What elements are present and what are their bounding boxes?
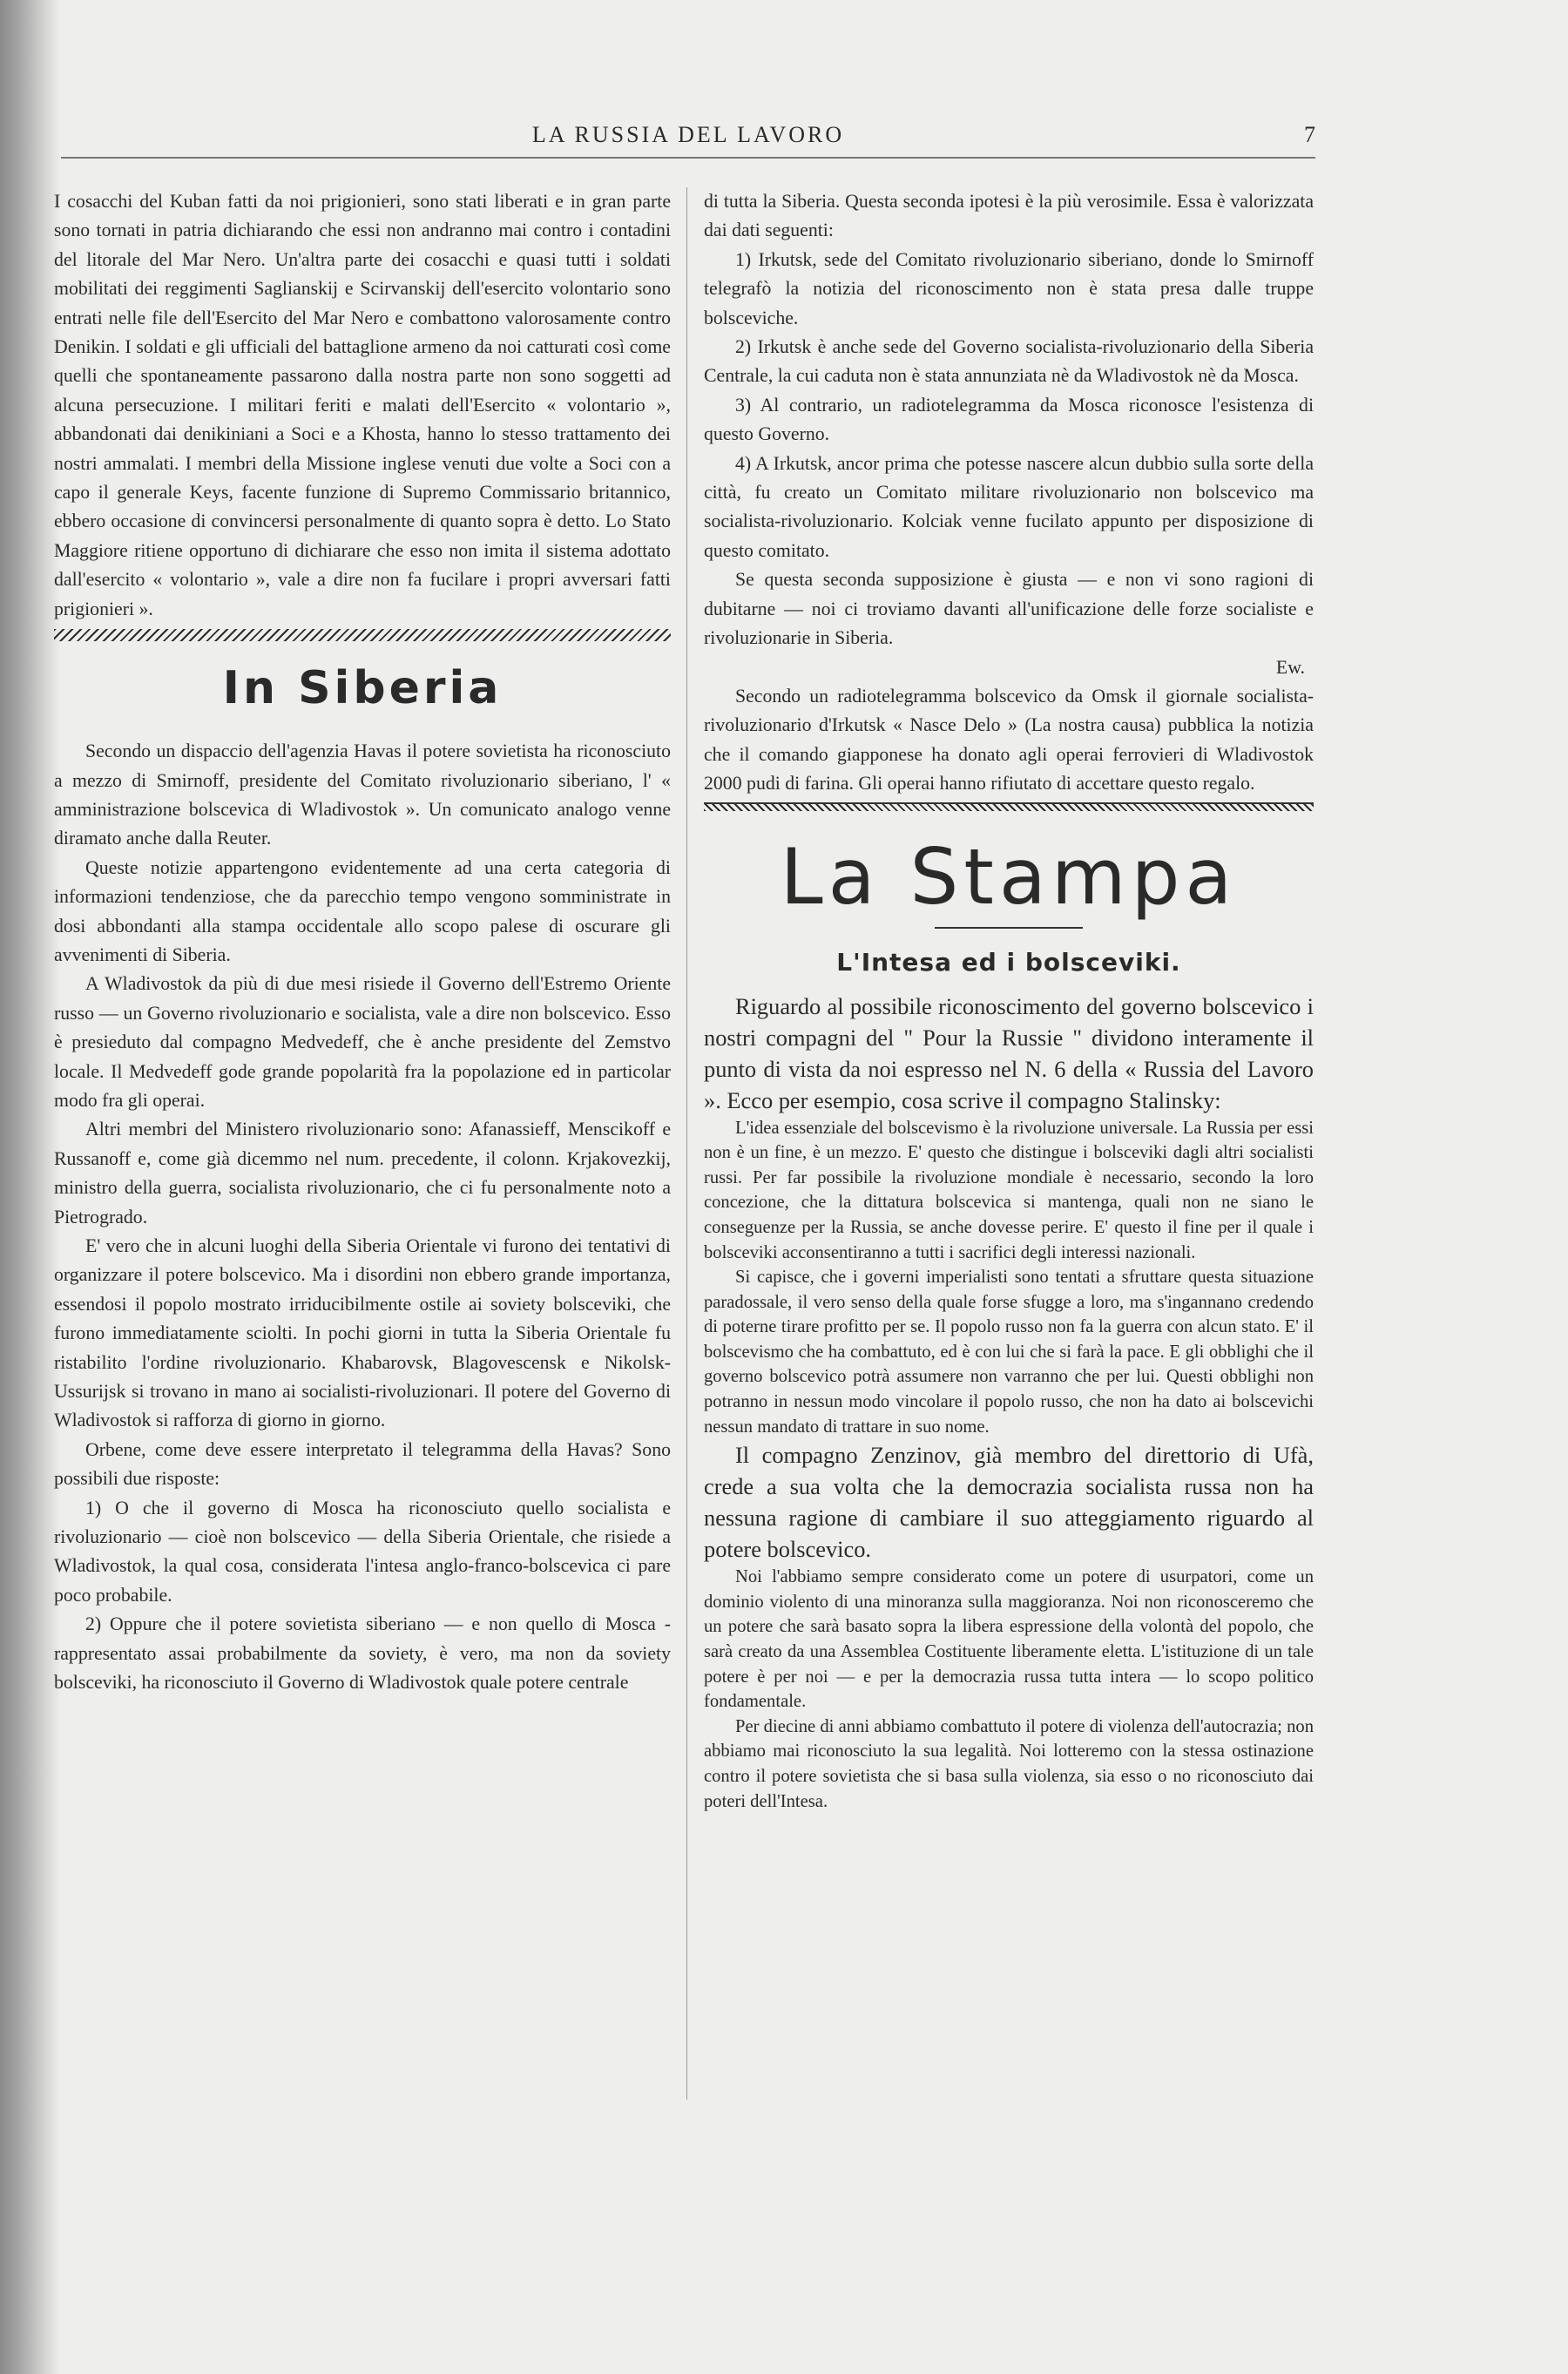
list-item: 1) Irkutsk, sede del Comitato rivoluzionario siberiano, donde lo Smirnoff telegrafò la notizia del riconoscimento non è stata presa dalle truppe bolsceviche. bbox=[704, 248, 1314, 328]
subsection-title: L'Intesa ed i bolsceviki. bbox=[836, 947, 1181, 977]
article-paragraph: Riguardo al possibile riconoscimento del governo bolscevico i nostri compagni del " Pour la Russie " dividono interamente il punto di vista da noi espresso nel N. 6 della « Russia del Lavoro ». Ecco per esempio, cosa scrive il compagno Stalinsky: bbox=[704, 992, 1314, 1113]
quoted-paragraph: L'idea essenziale del bolscevismo è la rivoluzione universale. La Russia per essi non è un fine, è un mezzo. E' questo che distingue i bolsceviki dagli altri socialisti russi. Per far possibile la rivoluzione mondiale è necessario, secondo la loro concezione, che la dittatura bolscevica si mantenga, quali non ne siano le conseguenze per la Russia, se anche dovesse perire. E' questo il fine per il quale i bolsceviki acconsentiranno a tutti i sacrifici degli interessi nazionali. bbox=[704, 1118, 1314, 1262]
section-title-la-stampa: La Stampa bbox=[780, 831, 1238, 922]
header-rule bbox=[61, 157, 1315, 159]
article-paragraph: Il compagno Zenzinov, già membro del direttorio di Ufà, crede a sua volta che la democrazia socialista russa non ha nessuna ragione di cambiare il suo atteggiamento riguardo al potere bolscevico. bbox=[704, 1442, 1314, 1563]
wavy-separator bbox=[704, 802, 1314, 811]
list-item: 3) Al contrario, un radiotelegramma da Mosca riconosce l'esistenza di questo Governo. bbox=[704, 394, 1314, 445]
right-column bbox=[704, 187, 1314, 1814]
article-paragraph: 1) O che il governo di Mosca ha riconosciuto quello socialista e rivoluzionario — cioè non bolscevico — della Siberia Orientale, che risiede a Wladivostok, la qual cosa, considerata l'intesa anglo-franco-bolscevica ci pare poco probabile. bbox=[54, 1497, 671, 1606]
journal-title: LA RUSSIA DEL LAVORO bbox=[531, 122, 845, 147]
binding-shadow bbox=[0, 0, 61, 2374]
article-paragraph: A Wladivostok da più di due mesi risiede il Governo dell'Estremo Oriente russo — un Governo rivoluzionario e socialista, vale a dire non bolscevico. Esso è presieduto dal compagno Medvedeff, che è anche presidente del Zemstvo locale. Il Medvedeff gode grande popolarità fra la popolazione ed in particolar modo fra gli operai. bbox=[54, 973, 671, 1111]
list-item: 4) A Irkutsk, ancor prima che potesse nascere alcun dubbio sulla sorte della città, fu creato un Comitato militare rivoluzionario non bolscevico ma socialista-rivoluzionario. Kolciak venne fucilato appunto per disposizione di questo comitato. bbox=[704, 452, 1314, 561]
article-paragraph: di tutta la Siberia. Questa seconda ipotesi è la più verosimile. Essa è valorizzata dai dati seguenti: bbox=[704, 191, 1314, 241]
article-paragraph: E' vero che in alcuni luoghi della Siberia Orientale vi furono dei tentativi di organizzare il potere bolscevico. Ma i disordini non ebbero grande importanza, essendosi il popolo mostrato irriducibilmente ostile ai soviety bolsceviki, che furono immediatamente sciolti. In pochi giorni in tutta la Siberia Orientale fu ristabilito l'ordine rivoluzionario. Khabarovsk, Blagovescensk e Nikolsk-Ussurijsk si trovano in mano ai socialisti-rivoluzionari. Il potere del Governo di Wladivostok si rafforza di giorno in giorno. bbox=[54, 1235, 671, 1431]
column-divider bbox=[686, 187, 687, 2100]
quoted-paragraph: Per diecine di anni abbiamo combattuto il potere di violenza dell'autocrazia; non abbiamo mai riconosciuto la sua legalità. Noi lotteremo con la stessa ostinazione contro il potere sovietista che si basa sulla violenza, sia esso o no riconosciuto dai poteri dell'Intesa. bbox=[704, 1716, 1314, 1811]
page-header bbox=[61, 115, 1315, 159]
article-paragraph: Altri membri del Ministero rivoluzionario sono: Afanassieff, Menscikoff e Russanoff e, come già dicemmo nel num. precedente, il colonn. Krjakovezkij, ministro della guerra, socialista rivoluzionario, che ci fu personalmente noto a Pietrogrado. bbox=[54, 1119, 671, 1228]
article-paragraph: Secondo un dispaccio dell'agenzia Havas il potere sovietista ha riconosciuto a mezzo di Smirnoff, presidente del Comitato rivoluzionario siberiano, l' « amministrazione bolscevica di Wladivostok ». Un comunicato analogo venne diramato anche dalla Reuter. bbox=[54, 741, 671, 849]
wavy-separator bbox=[54, 629, 671, 641]
page-number: 7 bbox=[1304, 122, 1315, 147]
quoted-paragraph: Si capisce, che i governi imperialisti sono tentati a sfruttare questa situazione paradossale, il vero senso della quale forse sfugge a loro, ma s'ingannano credendo di poterne tirare profitto per se. Il popolo russo non fa la guerra con alcun stato. E' il bolscevismo che ha combattuto, ed è con lui che si farà la pace. E gli obblighi che il governo bolscevico potrà assumere non varranno che per lui. Questi obblighi non potranno in nessun modo vincolare il popolo russo, che non ha dato ai bolscevichi nessun mandato di trattare in suo nome. bbox=[704, 1268, 1314, 1437]
article-paragraph: Secondo un radiotelegramma bolscevico da Omsk il giornale socialista-rivoluzionario d'Irkutsk « Nasce Delo » (La nostra causa) pubblica la notizia che il comando giapponese ha donato agli operai ferrovieri di Wladivostok 2000 pudi di farina. Gli operai hanno rifiutato di accettare questo regalo. bbox=[704, 685, 1314, 795]
article-paragraph: Orbene, come deve essere interpretato il telegramma della Havas? Sono possibili due risposte: bbox=[54, 1438, 671, 1490]
list-item: 2) Irkutsk è anche sede del Governo socialista-rivoluzionario della Siberia Centrale, la cui caduta non è stata annunziata nè da Wladivostok nè da Mosca. bbox=[704, 336, 1314, 387]
quoted-paragraph: Noi l'abbiamo sempre considerato come un potere di usurpatori, come un dominio violento di una minoranza sulla maggioranza. Noi non riconosceremo che un potere che sarà basato sopra la libera espressione della volontà del popolo, che sarà creato da una Assemblea Costituente liberamente eletta. L'istituzione di un tale potere è per noi — e per la democrazia russa tutta intera — lo scopo politico fondamentale. bbox=[704, 1567, 1314, 1712]
left-column bbox=[54, 187, 671, 1698]
article-paragraph: 2) Oppure che il potere sovietista siberiano — e non quello di Mosca - rappresentato assai probabilmente da soviety, è vero, ma non da soviety bolsceviki, ha riconosciuto il Governo di Wladivostok quale potere centrale bbox=[54, 1613, 671, 1694]
author-signature: Ew. bbox=[1275, 656, 1305, 678]
article-paragraph: Se questa seconda supposizione è giusta — e non vi sono ragioni di dubitarne — noi ci troviamo davanti all'unificazione delle forze socialiste e rivoluzionarie in Siberia. bbox=[704, 569, 1314, 649]
title-underline bbox=[935, 927, 1083, 929]
article-paragraph: I cosacchi del Kuban fatti da noi prigionieri, sono stati liberati e in gran parte sono tornati in patria dichiarando che essi non andranno mai contro i contadini del litorale del Mar Nero. Un'altra parte dei cosacchi e quasi tutti i soldati mobilitati dei reggimenti Saglianskij e Scirvanskij dell'esercito volontario sono entrati nelle file dell'Esercito del Mar Nero e combattono valorosamente contro Denikin. I soldati e gli ufficiali del battaglione armeno da noi catturati così come quelli che spontaneamente passarono dalla nostra parte non sono soggetti ad alcuna persecuzione. I militari feriti e malati dell'Esercito « volontario », abbandonati dai denikiniani a Soci e a Khosta, hanno lo stesso trattamento dei nostri ammalati. I membri della Missione inglese venuti due volte a Soci con a capo il generale Keys, facente funzione di Supremo Commissario britannico, ebbero occasione di convincersi personalmente di quanto sopra è detto. Lo Stato Maggiore ritiene opportuno di dichiarare che esso non imita il sistema adottato dall'esercito « volontario », vale a dire non fa fucilare i propri avversari fatti prigionieri ». bbox=[54, 191, 671, 619]
article-paragraph: Queste notizie appartengono evidentemente ad una certa categoria di informazioni tendenziose, che da parecchio tempo vengono somministrate in dosi abbondanti alla stampa occidentale allo scopo palese di oscurare gli avvenimenti di Siberia. bbox=[54, 856, 671, 965]
section-title-in-siberia: In Siberia bbox=[222, 662, 503, 715]
